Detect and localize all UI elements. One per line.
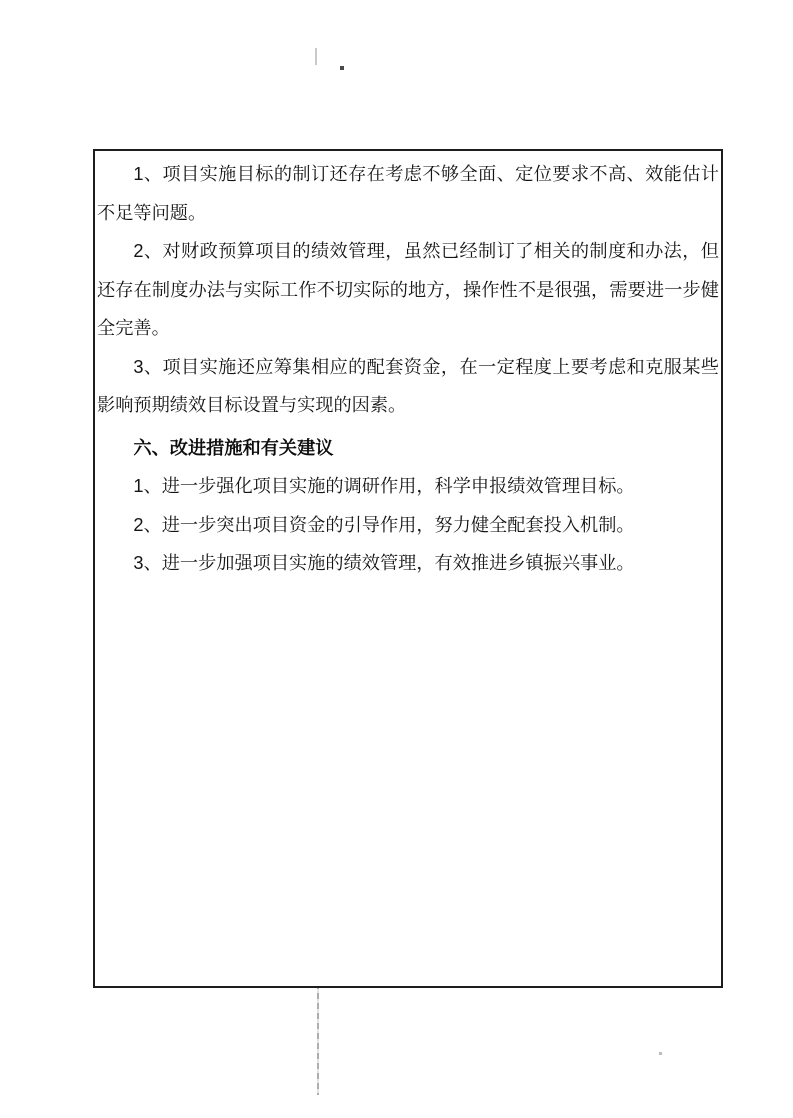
section-heading-improvement-suggestions: 六、改进措施和有关建议 xyxy=(133,437,334,458)
finding-item-2: 2、对财政预算项目的绩效管理，虽然已经制订了相关的制度和办法，但还存在制度办法与实际工作不切实际的地方，操作性不是很强，需要进一步健全完善。 xyxy=(97,241,719,338)
finding-item-1: 1、项目实施目标的制订还存在考虑不够全面、定位要求不高、效能估计不足等问题。 xyxy=(97,164,719,223)
scan-artifact-streak xyxy=(315,48,317,65)
scan-artifact-speck xyxy=(340,66,344,70)
suggestion-item-3: 3、进一步加强项目实施的绩效管理，有效推进乡镇振兴事业。 xyxy=(133,553,635,573)
suggestion-item-1: 1、进一步强化项目实施的调研作用，科学申报绩效管理目标。 xyxy=(133,476,635,496)
finding-item-3: 3、项目实施还应筹集相应的配套资金，在一定程度上要考虑和克服某些影响预期绩效目标设置与实现的因素。 xyxy=(97,356,719,415)
scan-artifact-speck xyxy=(659,1052,662,1055)
document-border-frame xyxy=(93,149,723,988)
suggestion-item-2: 2、进一步突出项目资金的引导作用，努力健全配套投入机制。 xyxy=(133,514,635,535)
